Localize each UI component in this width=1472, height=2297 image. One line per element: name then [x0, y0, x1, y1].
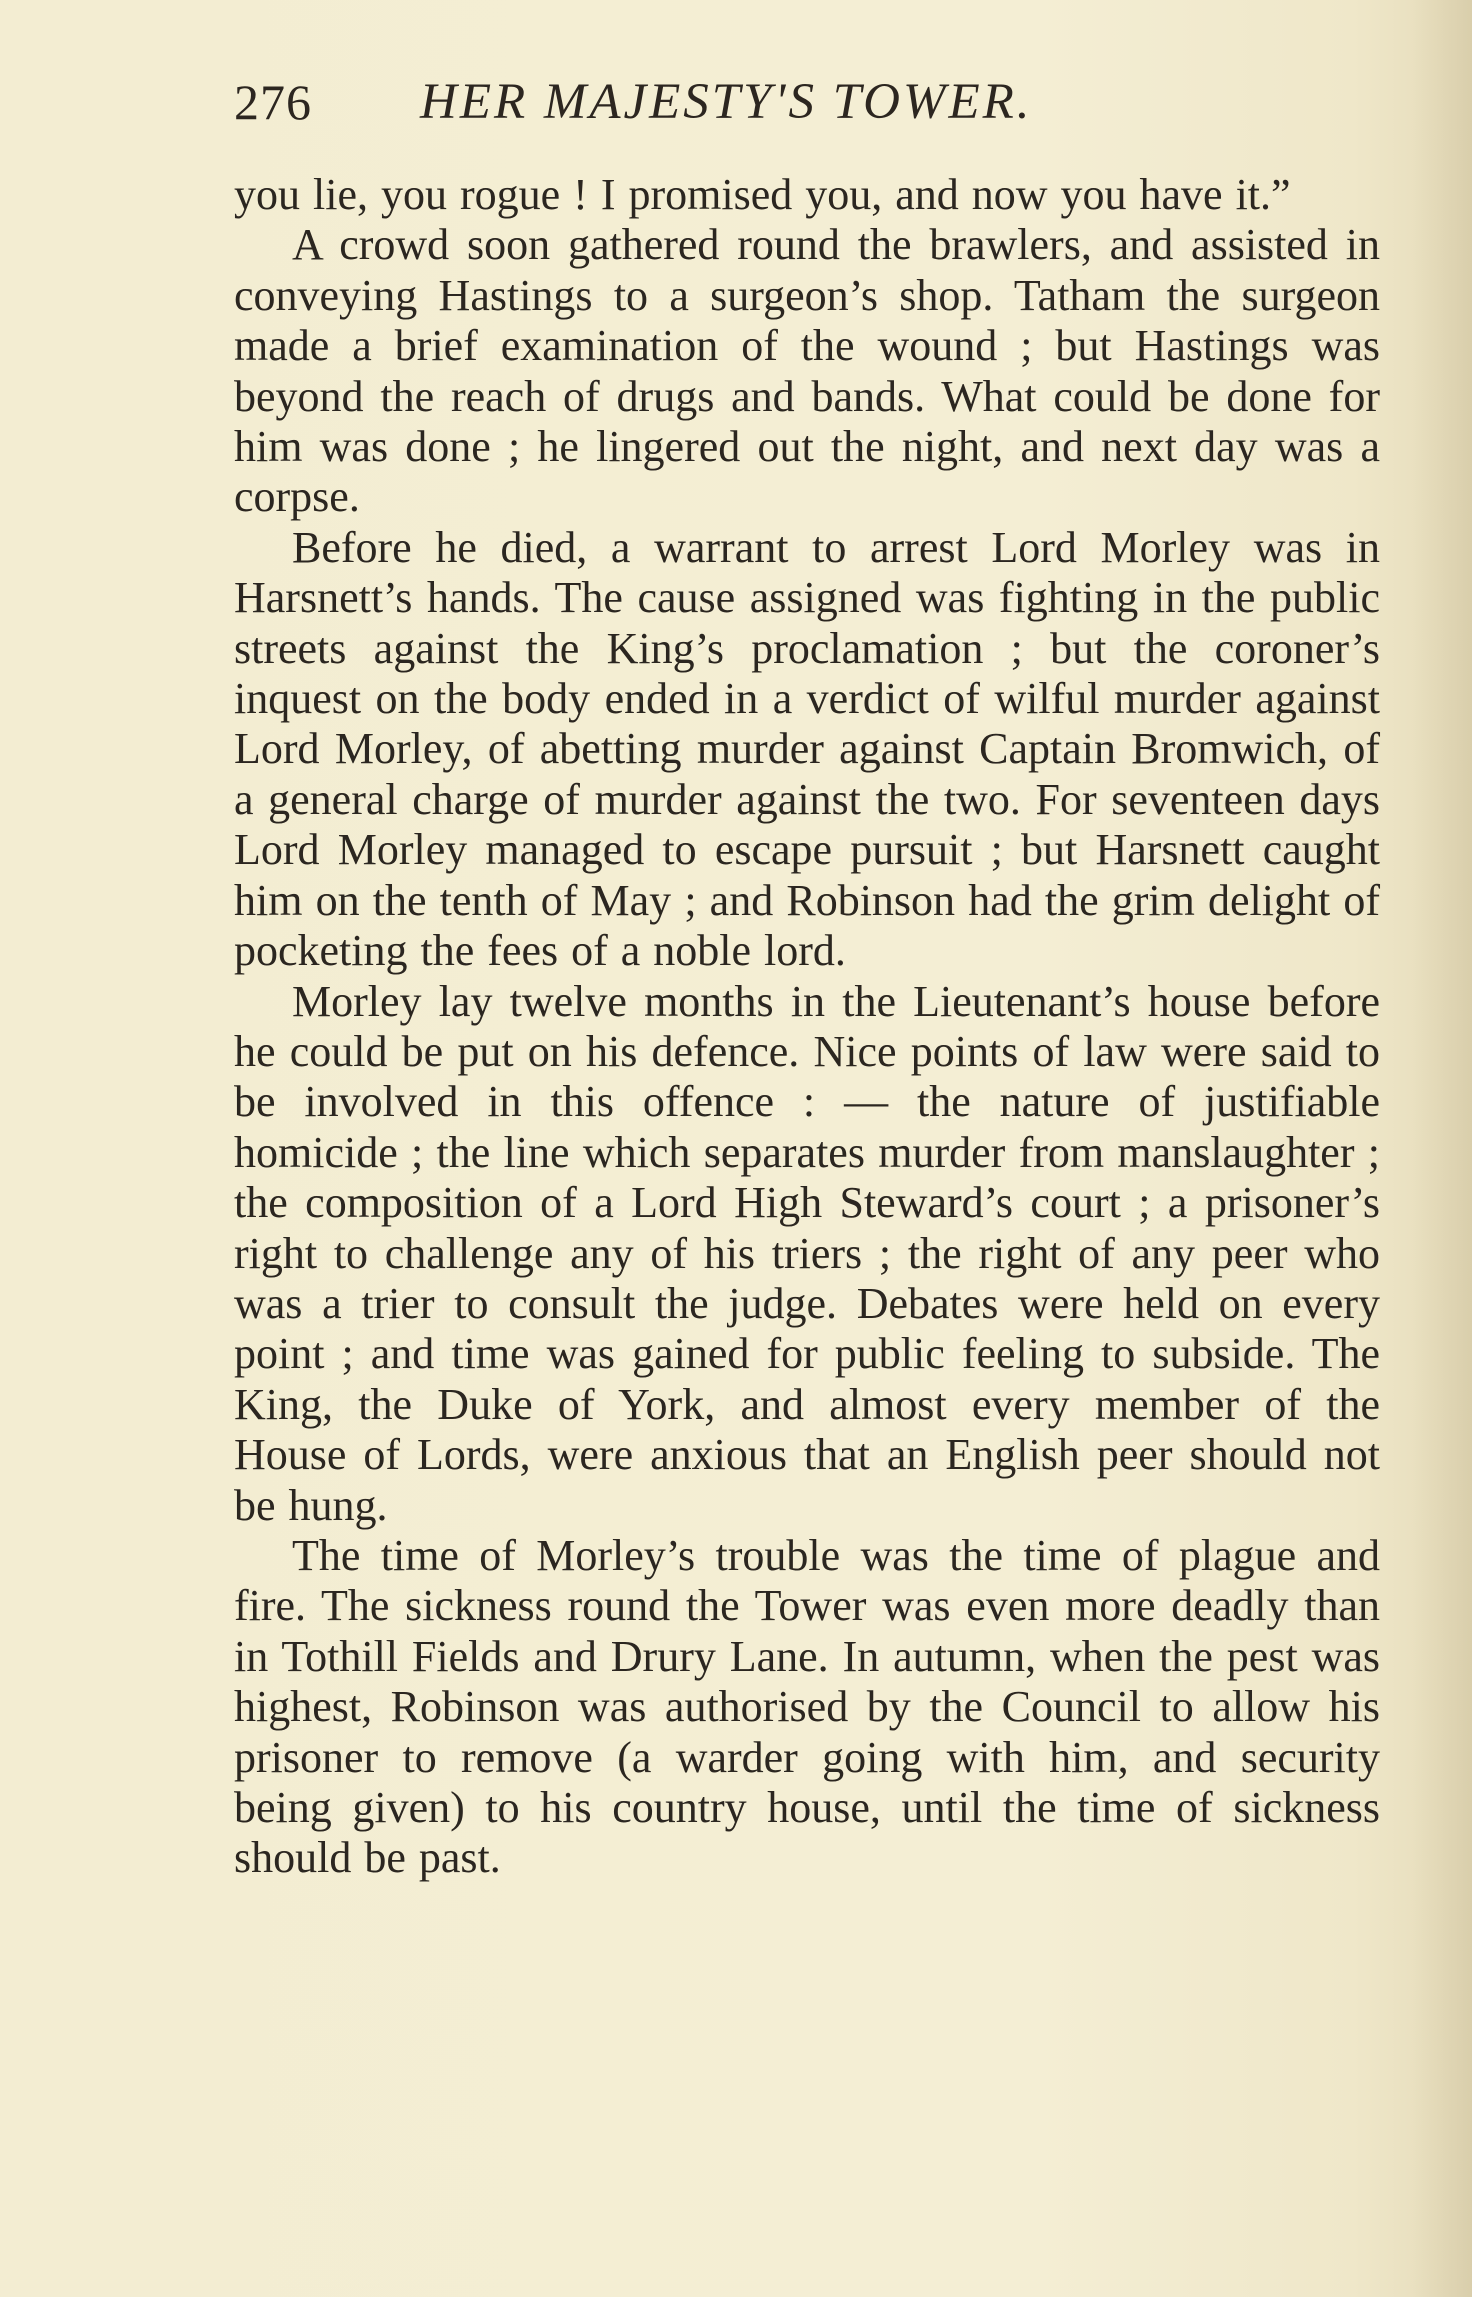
running-title: HER MAJESTY'S TOWER.: [420, 74, 1033, 130]
page-number: 276: [234, 74, 312, 130]
paragraph: Before he died, a warrant to arrest Lord Morley was in Harsnett’s hands. The cause assigned was fighting in the public streets against the King’s proclamation ; but the coroner’s inquest on the body ended in a verdict of wilful murder against Lord Morley, of abetting murder against Captain Bromwich, of a general charge of murder against the two. For seventeen days Lord Morley managed to escape pursuit ; but Harsnett caught him on the tenth of May ; and Robinson had the grim delight of pocketing the fees of a noble lord.: [234, 522, 1380, 976]
paragraph: A crowd soon gathered round the brawlers, and assisted in conveying Hastings to a surgeon’s shop. Tatham the surgeon made a brief examination of the wound ; but Hastings was beyond the reach of drugs and bands. What could be done for him was done ; he lingered out the night, and next day was a corpse.: [234, 220, 1380, 522]
paragraph: you lie, you rogue ! I promised you, and now you have it.”: [234, 170, 1291, 219]
running-head: [234, 72, 1384, 142]
paragraph: The time of Morley’s trouble was the time of plague and fire. The sickness round the Tower was even more deadly than in Tothill Fields and Drury Lane. In autumn, when the pest was highest, Robinson was authorised by the Council to allow his prisoner to remove (a warder going with him, and security being given) to his country house, until the time of sickness should be past.: [234, 1530, 1380, 1883]
paragraph: Morley lay twelve months in the Lieutenant’s house before he could be put on his defence. Nice points of law were said to be involved in this offence : — the nature of justifiable homicide ; the line which separates murder from manslaughter ; the composition of a Lord High Steward’s court ; a prisoner’s right to challenge any of his triers ; the right of any peer who was a trier to consult the judge. Debates were held on every point ; and time was gained for public feeling to subside. The King, the Duke of York, and almost every member of the House of Lords, were anxious that an English peer should not be hung.: [234, 976, 1380, 1530]
body-text: [234, 170, 1380, 1884]
page-edge-shadow: [1412, 0, 1472, 2297]
